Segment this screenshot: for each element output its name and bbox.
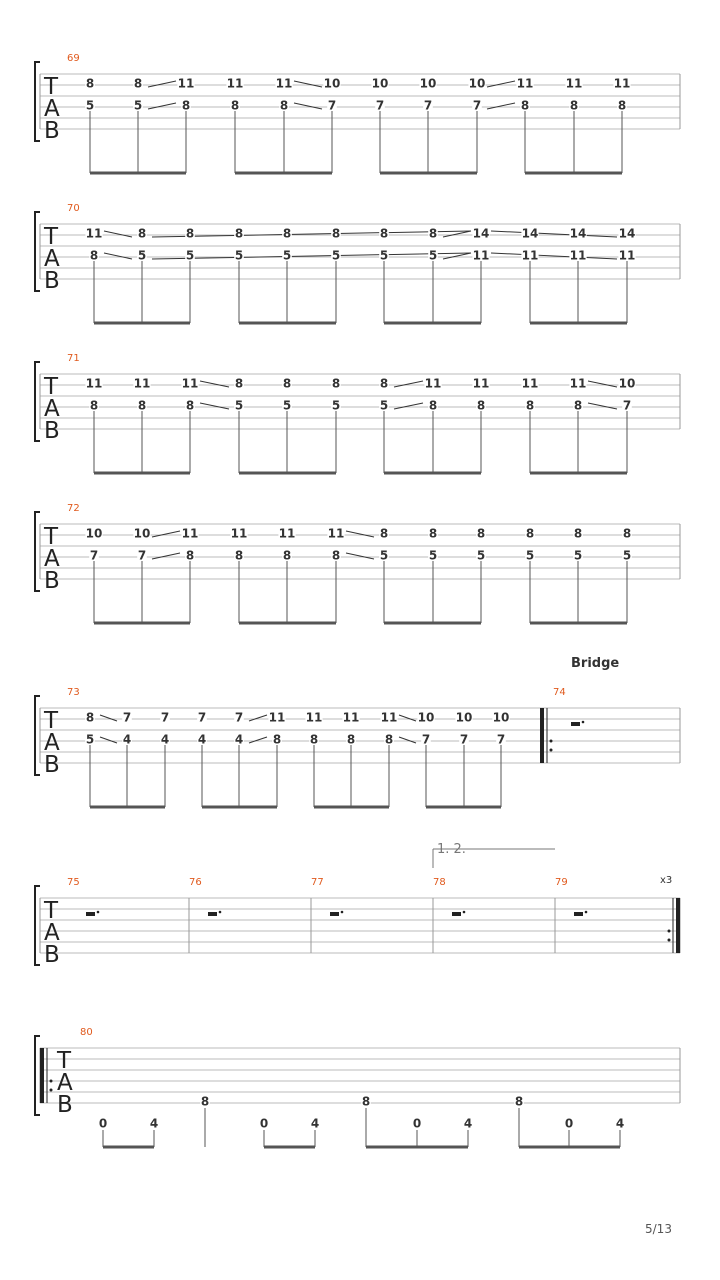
slide-line	[148, 103, 176, 109]
fret-number: 7	[496, 732, 506, 747]
slide-line	[294, 103, 322, 109]
fret-number: 8	[525, 398, 535, 413]
tab-clef-letter: B	[44, 268, 60, 294]
slide-line	[152, 553, 180, 559]
fret-number: 5	[85, 732, 95, 747]
tab-clef-letter: A	[44, 246, 60, 272]
fret-number: 4	[197, 732, 207, 747]
fret-number: 11	[565, 76, 583, 91]
tab-clef-letter: T	[57, 1048, 72, 1074]
fret-number: 7	[622, 398, 632, 413]
fret-number: 10	[468, 76, 486, 91]
system-bracket	[35, 62, 40, 141]
repeat-thick-bar	[40, 1048, 44, 1103]
tab-clef-letter: B	[57, 1092, 73, 1118]
slide-line	[491, 231, 617, 237]
fret-number: 8	[573, 398, 583, 413]
fret-number: 8	[234, 376, 244, 391]
fret-number: 8	[346, 732, 356, 747]
fret-number: 5	[573, 548, 583, 563]
rest-dot	[219, 911, 222, 914]
measure-number: 78	[433, 877, 446, 888]
repeat-dot	[550, 749, 553, 752]
fret-number: 5	[282, 398, 292, 413]
fret-number: 10	[618, 376, 636, 391]
repeat-dot	[50, 1080, 53, 1083]
measure-number: 72	[67, 503, 80, 514]
slide-line	[491, 253, 617, 259]
fret-number: 11	[268, 710, 286, 725]
fret-number: 11	[342, 710, 360, 725]
fret-number: 8	[234, 548, 244, 563]
fret-number: 8	[331, 548, 341, 563]
tab-clef-letter: B	[44, 752, 60, 778]
measure-number: 77	[311, 877, 324, 888]
fret-number: 11	[380, 710, 398, 725]
fret-number: 8	[279, 98, 289, 113]
tab-clef-letter: T	[44, 74, 59, 100]
repeat-count: x3	[660, 875, 673, 886]
fret-number: 8	[428, 226, 438, 241]
tab-clef-letter: B	[44, 942, 60, 968]
fret-number: 7	[423, 98, 433, 113]
fret-number: 5	[331, 248, 341, 263]
fret-number: 8	[234, 226, 244, 241]
fret-number: 7	[160, 710, 170, 725]
fret-number: 8	[514, 1094, 524, 1109]
fret-number: 8	[85, 710, 95, 725]
system-bracket	[35, 212, 40, 291]
tab-clef-letter: B	[44, 568, 60, 594]
fret-number: 8	[185, 398, 195, 413]
system-bracket	[35, 696, 40, 775]
slide-line	[104, 231, 132, 237]
measure-number: 80	[80, 1027, 93, 1038]
slide-line	[394, 403, 423, 409]
slide-line	[104, 253, 132, 259]
measure-number: 73	[67, 687, 80, 698]
fret-number: 8	[200, 1094, 210, 1109]
fret-number: 11	[230, 526, 248, 541]
tab-clef-letter: T	[44, 898, 59, 924]
fret-number: 4	[122, 732, 132, 747]
volta-label: 1. 2.	[437, 842, 466, 857]
fret-number: 8	[525, 526, 535, 541]
slide-line	[487, 81, 515, 87]
tab-clef-letter: A	[44, 920, 60, 946]
fret-number: 10	[323, 76, 341, 91]
fret-number: 11	[521, 248, 539, 263]
fret-number: 0	[412, 1116, 422, 1131]
fret-number: 8	[569, 98, 579, 113]
rest-symbol	[208, 912, 217, 916]
fret-number: 11	[181, 376, 199, 391]
slide-line	[399, 715, 416, 721]
fret-number: 10	[455, 710, 473, 725]
fret-number: 11	[613, 76, 631, 91]
slide-line	[399, 737, 416, 743]
fret-number: 11	[569, 248, 587, 263]
rest-dot	[582, 721, 585, 724]
fret-number: 5	[622, 548, 632, 563]
fret-number: 11	[424, 376, 442, 391]
fret-number: 8	[282, 376, 292, 391]
fret-number: 5	[234, 248, 244, 263]
fret-number: 8	[185, 226, 195, 241]
system-bracket	[35, 362, 40, 441]
fret-number: 10	[492, 710, 510, 725]
fret-number: 8	[137, 226, 147, 241]
slide-line	[487, 103, 515, 109]
fret-number: 7	[327, 98, 337, 113]
fret-number: 11	[327, 526, 345, 541]
slide-line	[249, 715, 267, 721]
fret-number: 7	[459, 732, 469, 747]
slide-line	[100, 715, 117, 721]
fret-number: 8	[331, 226, 341, 241]
fret-number: 11	[275, 76, 293, 91]
rest-dot	[585, 911, 588, 914]
fret-number: 4	[160, 732, 170, 747]
rest-symbol	[452, 912, 461, 916]
fret-number: 8	[331, 376, 341, 391]
repeat-dot	[668, 930, 671, 933]
fret-number: 11	[85, 376, 103, 391]
fret-number: 10	[85, 526, 103, 541]
repeat-thick-bar	[540, 708, 544, 763]
fret-number: 5	[428, 248, 438, 263]
system-bracket	[35, 886, 40, 965]
fret-number: 10	[419, 76, 437, 91]
slide-line	[200, 381, 229, 387]
page-number: 5/13	[645, 1222, 672, 1236]
fret-number: 0	[259, 1116, 269, 1131]
measure-number: 74	[553, 687, 566, 698]
fret-number: 7	[197, 710, 207, 725]
fret-number: 7	[122, 710, 132, 725]
slide-line	[148, 81, 176, 87]
slide-line	[588, 403, 617, 409]
rest-symbol	[571, 722, 580, 726]
rest-symbol	[330, 912, 339, 916]
repeat-dot	[550, 740, 553, 743]
fret-number: 11	[472, 376, 490, 391]
fret-number: 8	[282, 226, 292, 241]
tab-clef-letter: T	[44, 708, 59, 734]
fret-number: 11	[516, 76, 534, 91]
tab-clef-letter: A	[44, 730, 60, 756]
fret-number: 8	[617, 98, 627, 113]
fret-number: 11	[85, 226, 103, 241]
fret-number: 11	[133, 376, 151, 391]
fret-number: 8	[133, 76, 143, 91]
fret-number: 10	[371, 76, 389, 91]
fret-number: 8	[361, 1094, 371, 1109]
fret-number: 8	[185, 548, 195, 563]
fret-number: 8	[573, 526, 583, 541]
fret-number: 14	[618, 226, 636, 241]
fret-number: 8	[379, 526, 389, 541]
fret-number: 11	[472, 248, 490, 263]
fret-number: 11	[177, 76, 195, 91]
fret-number: 8	[89, 248, 99, 263]
fret-number: 8	[89, 398, 99, 413]
fret-number: 7	[472, 98, 482, 113]
measure-number: 79	[555, 877, 568, 888]
tab-clef-letter: B	[44, 418, 60, 444]
rest-symbol	[574, 912, 583, 916]
fret-number: 8	[428, 398, 438, 413]
slide-line	[394, 381, 423, 387]
fret-number: 14	[569, 226, 587, 241]
fret-number: 11	[521, 376, 539, 391]
fret-number: 8	[476, 526, 486, 541]
fret-number: 4	[615, 1116, 625, 1131]
fret-number: 7	[421, 732, 431, 747]
system-bracket	[35, 512, 40, 591]
slide-line	[200, 403, 229, 409]
rest-dot	[97, 911, 100, 914]
measure-number: 70	[67, 203, 80, 214]
slide-line	[588, 381, 617, 387]
repeat-thick-bar	[676, 898, 680, 953]
tab-clef-letter: B	[44, 118, 60, 144]
section-label: Bridge	[571, 656, 620, 671]
fret-number: 10	[133, 526, 151, 541]
rest-dot	[341, 911, 344, 914]
slide-line	[152, 253, 471, 259]
tab-clef-letter: T	[44, 374, 59, 400]
fret-number: 8	[85, 76, 95, 91]
slide-line	[152, 531, 180, 537]
fret-number: 8	[309, 732, 319, 747]
tab-clef-letter: A	[44, 396, 60, 422]
fret-number: 4	[234, 732, 244, 747]
fret-number: 11	[305, 710, 323, 725]
fret-number: 5	[85, 98, 95, 113]
rest-symbol	[86, 912, 95, 916]
fret-number: 5	[525, 548, 535, 563]
fret-number: 5	[133, 98, 143, 113]
fret-number: 8	[230, 98, 240, 113]
fret-number: 11	[569, 376, 587, 391]
fret-number: 8	[282, 548, 292, 563]
fret-number: 4	[149, 1116, 159, 1131]
fret-number: 8	[520, 98, 530, 113]
fret-number: 4	[463, 1116, 473, 1131]
fret-number: 4	[310, 1116, 320, 1131]
fret-number: 5	[379, 398, 389, 413]
fret-number: 7	[234, 710, 244, 725]
fret-number: 0	[564, 1116, 574, 1131]
fret-number: 11	[278, 526, 296, 541]
fret-number: 8	[622, 526, 632, 541]
fret-number: 5	[476, 548, 486, 563]
tab-clef-letter: A	[44, 96, 60, 122]
fret-number: 5	[137, 248, 147, 263]
fret-number: 8	[428, 526, 438, 541]
slide-line	[346, 531, 374, 537]
fret-number: 5	[185, 248, 195, 263]
system-bracket	[35, 1036, 40, 1115]
fret-number: 7	[89, 548, 99, 563]
measure-number: 71	[67, 353, 80, 364]
tab-clef-letter: T	[44, 524, 59, 550]
fret-number: 11	[618, 248, 636, 263]
fret-number: 5	[379, 548, 389, 563]
slide-line	[249, 737, 267, 743]
fret-number: 10	[417, 710, 435, 725]
fret-number: 5	[234, 398, 244, 413]
fret-number: 5	[282, 248, 292, 263]
fret-number: 14	[472, 226, 490, 241]
rest-dot	[463, 911, 466, 914]
fret-number: 5	[379, 248, 389, 263]
fret-number: 8	[384, 732, 394, 747]
fret-number: 8	[379, 226, 389, 241]
fret-number: 5	[331, 398, 341, 413]
fret-number: 8	[181, 98, 191, 113]
fret-number: 8	[137, 398, 147, 413]
tab-clef-letter: A	[57, 1070, 73, 1096]
fret-number: 14	[521, 226, 539, 241]
slide-line	[152, 231, 471, 237]
slide-line	[346, 553, 374, 559]
tab-clef-letter: T	[44, 224, 59, 250]
fret-number: 0	[98, 1116, 108, 1131]
fret-number: 5	[428, 548, 438, 563]
slide-line	[294, 81, 322, 87]
repeat-dot	[668, 939, 671, 942]
tab-clef-letter: A	[44, 546, 60, 572]
fret-number: 7	[137, 548, 147, 563]
measure-number: 76	[189, 877, 202, 888]
fret-number: 8	[272, 732, 282, 747]
measure-number: 75	[67, 877, 80, 888]
fret-number: 8	[476, 398, 486, 413]
repeat-dot	[50, 1089, 53, 1092]
fret-number: 11	[181, 526, 199, 541]
fret-number: 11	[226, 76, 244, 91]
fret-number: 8	[379, 376, 389, 391]
slide-line	[100, 737, 117, 743]
fret-number: 7	[375, 98, 385, 113]
measure-number: 69	[67, 53, 80, 64]
